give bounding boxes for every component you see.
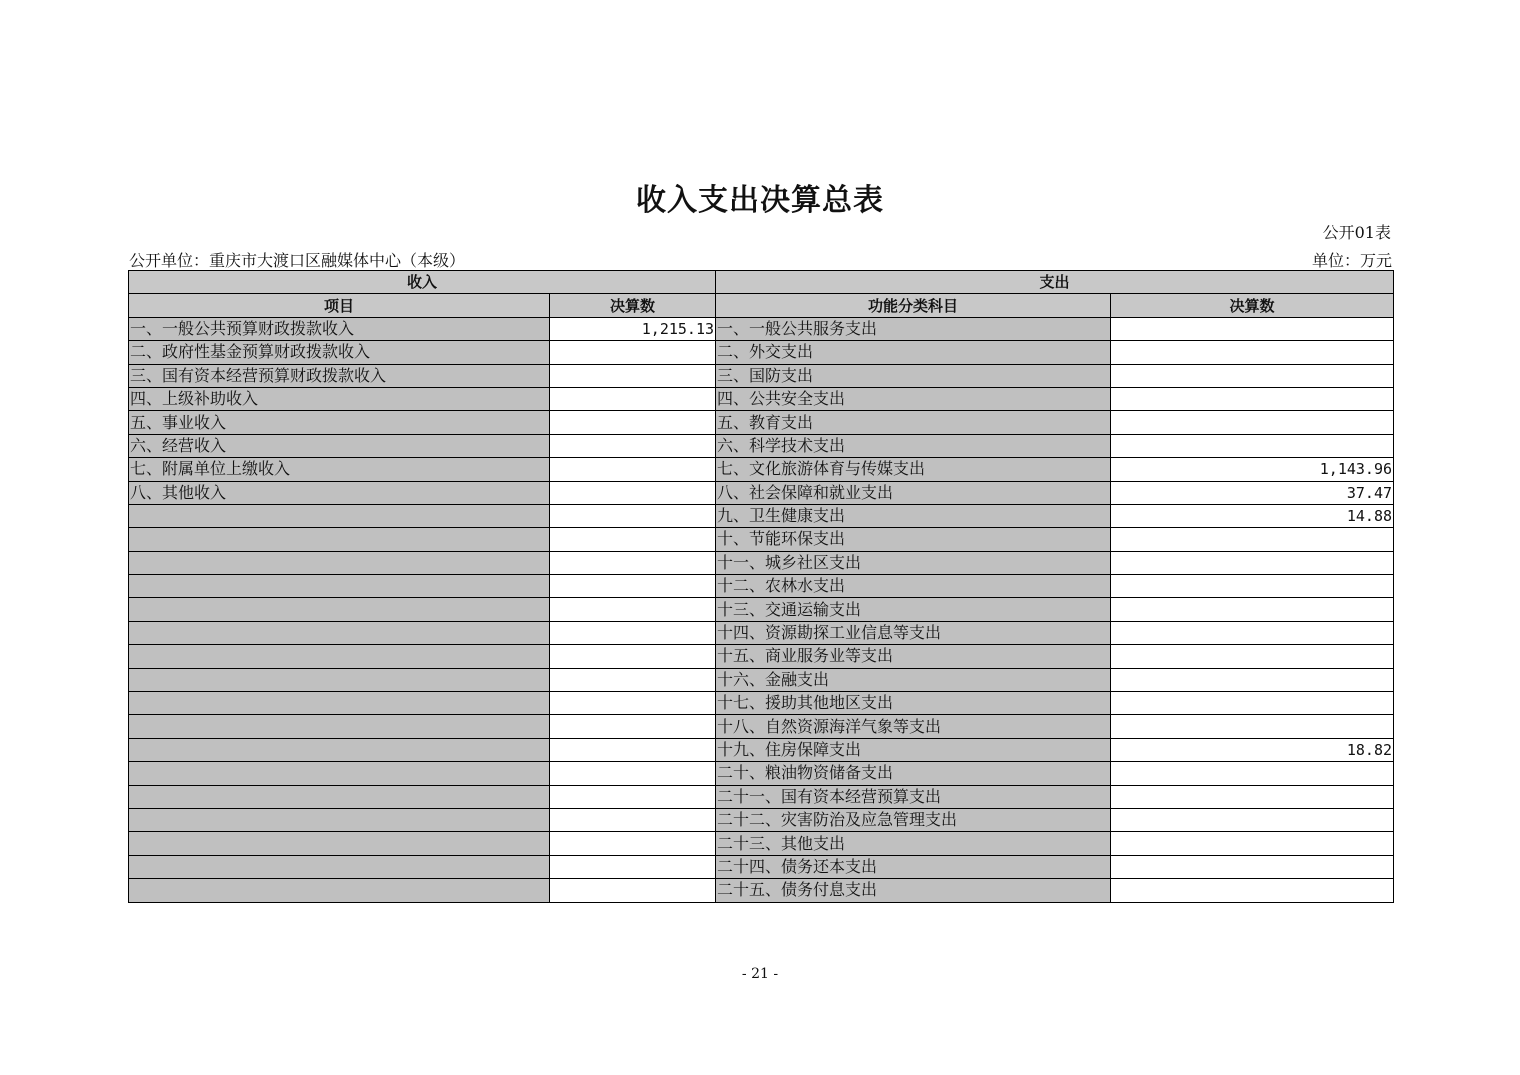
expense-amount-header: 决算数 xyxy=(1111,294,1394,317)
expense-amount-cell xyxy=(1111,387,1394,410)
table-row xyxy=(129,458,1394,481)
reporting-unit: 公开单位：重庆市大渡口区融媒体中心（本级） xyxy=(129,251,466,270)
expense-item-cell: 十二、农林水支出 xyxy=(716,575,1111,598)
income-item-cell xyxy=(129,621,550,644)
expense-amount-cell xyxy=(1111,551,1394,574)
expense-item-cell: 九、卫生健康支出 xyxy=(716,504,1111,527)
income-item-cell xyxy=(129,738,550,761)
income-item-cell: 八、其他收入 xyxy=(129,481,550,504)
expense-item-cell: 十七、援助其他地区支出 xyxy=(716,692,1111,715)
income-amount-cell xyxy=(550,645,716,668)
income-amount-cell xyxy=(550,621,716,644)
header-column-row xyxy=(129,294,1394,317)
expense-amount-cell xyxy=(1111,692,1394,715)
income-amount-cell xyxy=(550,481,716,504)
income-amount-cell xyxy=(550,504,716,527)
table-row xyxy=(129,551,1394,574)
form-number: 公开01表 xyxy=(1322,223,1391,242)
income-amount-cell xyxy=(550,879,716,902)
income-item-cell xyxy=(129,715,550,738)
income-amount-cell xyxy=(550,715,716,738)
expense-amount-cell xyxy=(1111,762,1394,785)
table-row xyxy=(129,434,1394,457)
table-row xyxy=(129,715,1394,738)
expense-item-cell: 十三、交通运输支出 xyxy=(716,598,1111,621)
expense-item-cell: 十八、自然资源海洋气象等支出 xyxy=(716,715,1111,738)
expense-amount-cell: 14.88 xyxy=(1111,504,1394,527)
expense-item-cell: 二十一、国有资本经营预算支出 xyxy=(716,785,1111,808)
header-group-row xyxy=(129,271,1394,294)
income-amount-cell xyxy=(550,598,716,621)
income-item-cell xyxy=(129,855,550,878)
expense-item-cell: 八、社会保障和就业支出 xyxy=(716,481,1111,504)
table-row xyxy=(129,481,1394,504)
expense-item-cell: 十九、住房保障支出 xyxy=(716,738,1111,761)
expense-header: 支出 xyxy=(716,271,1394,294)
income-item-cell xyxy=(129,528,550,551)
income-amount-cell xyxy=(550,855,716,878)
table-row xyxy=(129,785,1394,808)
table-row xyxy=(129,528,1394,551)
income-item-cell xyxy=(129,598,550,621)
expense-amount-cell: 37.47 xyxy=(1111,481,1394,504)
income-amount-cell xyxy=(550,762,716,785)
expense-amount-cell xyxy=(1111,879,1394,902)
expense-amount-cell xyxy=(1111,832,1394,855)
expense-amount-cell xyxy=(1111,645,1394,668)
expense-item-cell: 六、科学技术支出 xyxy=(716,434,1111,457)
expense-item-cell: 十一、城乡社区支出 xyxy=(716,551,1111,574)
income-amount-cell xyxy=(550,458,716,481)
table-row xyxy=(129,808,1394,831)
expense-amount-cell: 18.82 xyxy=(1111,738,1394,761)
expense-item-cell: 二十四、债务还本支出 xyxy=(716,855,1111,878)
income-item-header: 项目 xyxy=(129,294,550,317)
income-item-cell: 三、国有资本经营预算财政拨款收入 xyxy=(129,364,550,387)
function-item-header: 功能分类科目 xyxy=(716,294,1111,317)
expense-amount-cell xyxy=(1111,341,1394,364)
income-amount-cell xyxy=(550,387,716,410)
income-amount-cell xyxy=(550,808,716,831)
table-row xyxy=(129,668,1394,691)
income-amount-header: 决算数 xyxy=(550,294,716,317)
income-item-cell xyxy=(129,762,550,785)
table-row xyxy=(129,575,1394,598)
table-row xyxy=(129,762,1394,785)
table-row xyxy=(129,504,1394,527)
expense-item-cell: 十、节能环保支出 xyxy=(716,528,1111,551)
expense-item-cell: 十四、资源勘探工业信息等支出 xyxy=(716,621,1111,644)
income-item-cell xyxy=(129,808,550,831)
expense-amount-cell xyxy=(1111,575,1394,598)
table-row xyxy=(129,855,1394,878)
table-row xyxy=(129,645,1394,668)
table-row xyxy=(129,317,1394,340)
table-row xyxy=(129,692,1394,715)
page-title: 收入支出决算总表 xyxy=(636,183,884,218)
expense-amount-cell xyxy=(1111,621,1394,644)
expense-amount-cell xyxy=(1111,528,1394,551)
expense-amount-cell xyxy=(1111,785,1394,808)
expense-amount-cell xyxy=(1111,434,1394,457)
expense-item-cell: 二十三、其他支出 xyxy=(716,832,1111,855)
income-item-cell xyxy=(129,832,550,855)
expense-item-cell: 七、文化旅游体育与传媒支出 xyxy=(716,458,1111,481)
income-item-cell: 五、事业收入 xyxy=(129,411,550,434)
income-item-cell: 二、政府性基金预算财政拨款收入 xyxy=(129,341,550,364)
table-row xyxy=(129,364,1394,387)
expense-amount-cell xyxy=(1111,855,1394,878)
income-amount-cell xyxy=(550,434,716,457)
income-item-cell: 四、上级补助收入 xyxy=(129,387,550,410)
income-amount-cell xyxy=(550,832,716,855)
income-item-cell xyxy=(129,879,550,902)
income-amount-cell xyxy=(550,668,716,691)
income-item-cell xyxy=(129,785,550,808)
income-amount-cell xyxy=(550,551,716,574)
table-row xyxy=(129,738,1394,761)
income-item-cell: 六、经营收入 xyxy=(129,434,550,457)
expense-amount-cell xyxy=(1111,808,1394,831)
budget-table xyxy=(128,270,1394,903)
table-row xyxy=(129,341,1394,364)
income-amount-cell xyxy=(550,692,716,715)
income-header: 收入 xyxy=(129,271,716,294)
income-item-cell xyxy=(129,668,550,691)
income-item-cell xyxy=(129,551,550,574)
expense-amount-cell xyxy=(1111,668,1394,691)
expense-amount-cell xyxy=(1111,715,1394,738)
income-item-cell xyxy=(129,645,550,668)
expense-amount-cell xyxy=(1111,317,1394,340)
table-row xyxy=(129,598,1394,621)
expense-item-cell: 十五、商业服务业等支出 xyxy=(716,645,1111,668)
expense-item-cell: 二十五、债务付息支出 xyxy=(716,879,1111,902)
expense-item-cell: 二十二、灾害防治及应急管理支出 xyxy=(716,808,1111,831)
expense-item-cell: 五、教育支出 xyxy=(716,411,1111,434)
income-item-cell: 一、一般公共预算财政拨款收入 xyxy=(129,317,550,340)
table-body xyxy=(129,317,1394,902)
income-amount-cell: 1,215.13 xyxy=(550,317,716,340)
income-amount-cell xyxy=(550,738,716,761)
expense-amount-cell xyxy=(1111,411,1394,434)
table-row xyxy=(129,621,1394,644)
income-amount-cell xyxy=(550,785,716,808)
income-amount-cell xyxy=(550,341,716,364)
expense-item-cell: 三、国防支出 xyxy=(716,364,1111,387)
expense-amount-cell xyxy=(1111,598,1394,621)
currency-unit: 单位：万元 xyxy=(1311,251,1392,270)
table-row xyxy=(129,387,1394,410)
expense-amount-cell xyxy=(1111,364,1394,387)
table-row xyxy=(129,879,1394,902)
income-amount-cell xyxy=(550,411,716,434)
income-amount-cell xyxy=(550,528,716,551)
expense-item-cell: 四、公共安全支出 xyxy=(716,387,1111,410)
income-amount-cell xyxy=(550,364,716,387)
expense-item-cell: 一、一般公共服务支出 xyxy=(716,317,1111,340)
income-item-cell xyxy=(129,504,550,527)
page-number: - 21 - xyxy=(741,966,779,982)
income-amount-cell xyxy=(550,575,716,598)
expense-item-cell: 二、外交支出 xyxy=(716,341,1111,364)
expense-item-cell: 十六、金融支出 xyxy=(716,668,1111,691)
expense-item-cell: 二十、粮油物资储备支出 xyxy=(716,762,1111,785)
table-row xyxy=(129,411,1394,434)
income-item-cell: 七、附属单位上缴收入 xyxy=(129,458,550,481)
table-row xyxy=(129,832,1394,855)
unit-row xyxy=(129,248,1392,271)
income-item-cell xyxy=(129,575,550,598)
income-item-cell xyxy=(129,692,550,715)
expense-amount-cell: 1,143.96 xyxy=(1111,458,1394,481)
